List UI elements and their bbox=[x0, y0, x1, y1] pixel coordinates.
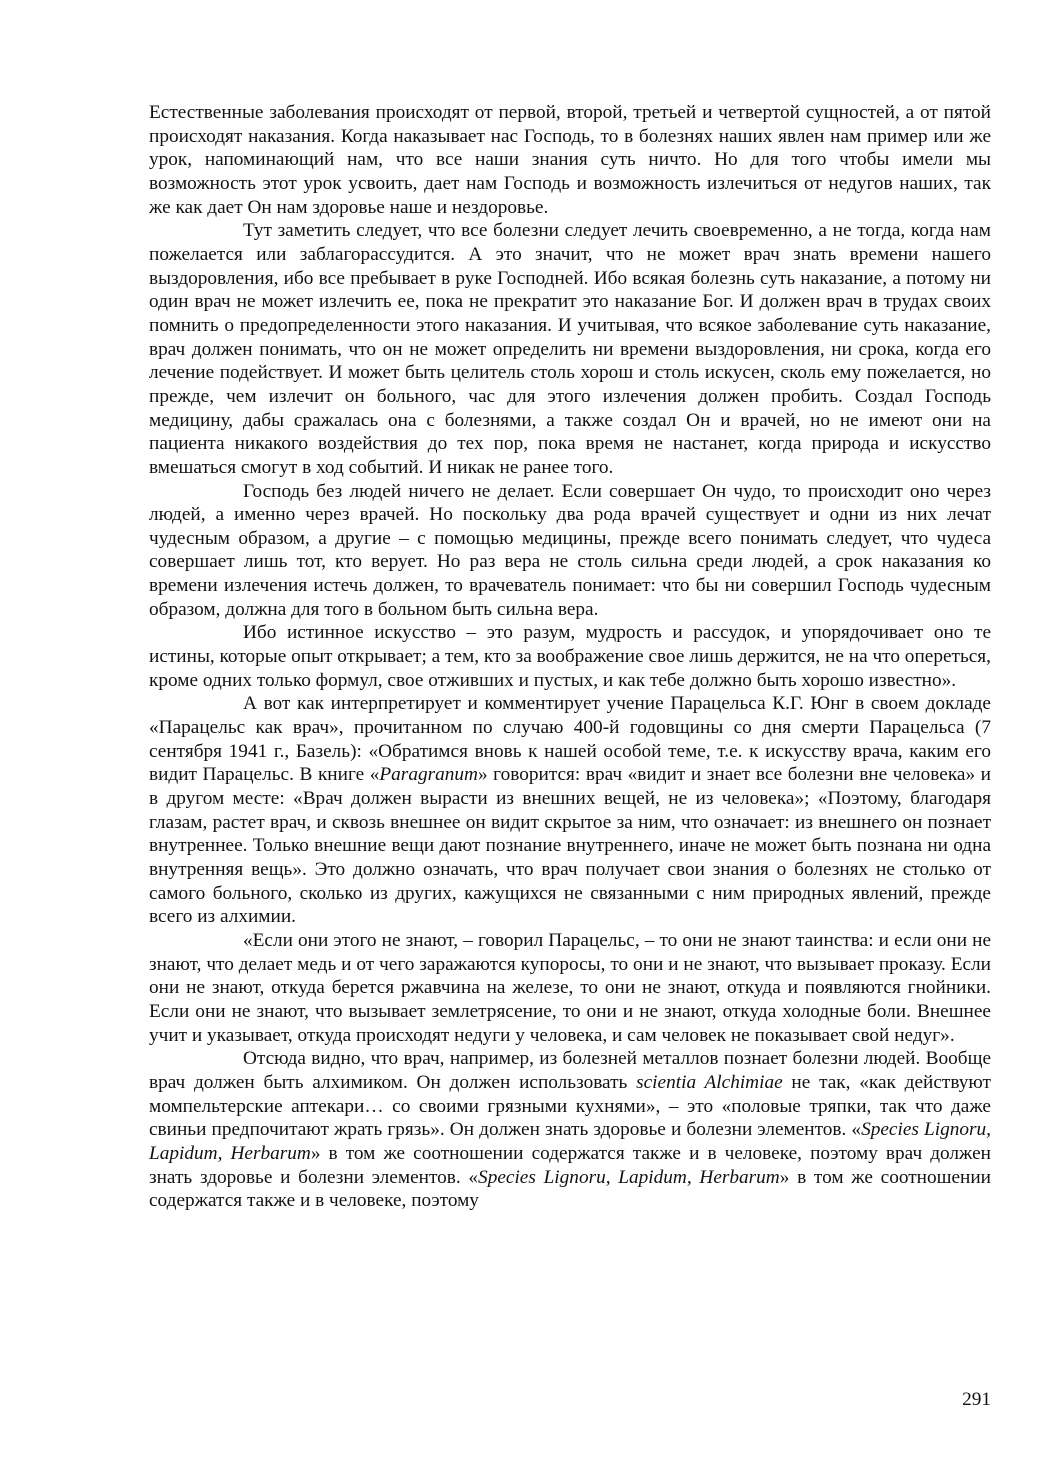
text-run: Господь без людей ничего не делает. Если совершает Он чудо, то происходит оно через людей, а именно через врачей. Но поскольку два рода врачей существует и одни из них лечат чудесным образом, а другие – с помощью медицины, прежде всего понимать следует, что чудеса совершает лишь тот, кто верует. Но раз вера не столь сильна среди людей, а срок наказания ко времени излечения истечь должен, то врачеватель понимает: что бы ни совершил Господь чудесным образом, должна для того в больном быть сильна вера. bbox=[149, 480, 991, 620]
italic-term: Species Lignoru, Lapidum, Herbarum bbox=[478, 1166, 780, 1188]
text-run: не так, «как действуют момпельтерские аптекари… со своими грязными кухнями», – это «половые тряпки, так что даже свиньи предпочитают жрать грязь». Он должен знать здоровье и болезни элементов. « bbox=[149, 1071, 991, 1141]
italic-term: scientia Alchimiae bbox=[636, 1071, 783, 1093]
body-text bbox=[149, 101, 991, 1213]
italic-term: Paragranum bbox=[379, 764, 478, 786]
paragraph bbox=[149, 621, 991, 692]
text-run: А вот как интерпретирует и комментирует учение Парацельса К.Г. Юнг в своем докладе «Парацельс как врач», прочитанном по случаю 400-й годовщины со дня смерти Парацельса (7 сентября 1941 г., Базель): «Обратимся вновь к нашей особой теме, т.е. к искусству врача, каким его видит Парацельс. В книге « bbox=[149, 693, 991, 786]
text-run: » говорится: врач «видит и знает все болезни вне человека» и в другом месте: «Врач должен вырасти из внешних вещей, не из человека»; «Поэтому, благодаря глазам, растет врач, и сквозь внешнее он видит скрытое за ним, что означает: из внешнего он познает внутреннее. Только внешние вещи дают познание внутреннего, иначе не может быть познана ни одна внутренняя вещь». Это должно означать, что врач получает свои знания о болезнях не столько от самого больного, сколько из других, кажущихся не связанными с ним природных явлений, прежде всего из алхимии. bbox=[149, 764, 992, 928]
paragraph bbox=[149, 1047, 991, 1213]
text-run: «Если они этого не знают, – говорил Парацельс, – то они не знают таинства: и если они не знают, что делает медь и от чего заражаются купоросы, то они и не знают, что вызывает проказу. Если они не знают, откуда берется ржавчина на железе, то они не знают, откуда и появляются гнойники. Если они не знают, что вызывает землетрясение, то они и не знают, откуда холодные боли. Внешнее учит и указывает, откуда происходят недуги у человека, и сам человек не показывает свой недуг». bbox=[149, 929, 991, 1046]
paragraph bbox=[149, 480, 991, 622]
page-number: 291 bbox=[962, 1389, 991, 1410]
text-run: Тут заметить следует, что все болезни следует лечить своевременно, а не тогда, когда нам пожелается или заблагорассудится. А это значит, что не может врач знать времени нашего выздоровления, ибо все пребывает в руке Господней. Ибо всякая болезнь суть наказание, а потому ни один врач не может излечить ее, пока не прекратит это наказание Бог. И должен врач в трудах своих помнить о предопределенности этого наказания. И учитывая, что всякое заболевание суть наказание, врач должен понимать, что он не может определить ни времени выздоровления, ни срока, когда его лечение подействует. И может быть целитель столь хорош и столь искусен, сколь ему пожелается, но прежде, чем излечит он больного, час для этого излечения должен пробить. Создал Господь медицину, дабы сражалась она с болезнями, а также создал Он и врачей, но не имеют они на пациента никакого воздействия до тех пор, пока время не настанет, когда природа и искусство вмешаться смогут в ход событий. И никак не ранее того. bbox=[149, 220, 991, 478]
text-run: » в том же соотношении содержатся также и в человеке, поэтому врач должен знать здоровье и болезни элементов. « bbox=[149, 1142, 991, 1188]
text-run: Естественные заболевания происходят от первой, второй, третьей и четвертой сущностей, а от пятой происходят наказания. Когда наказывает нас Господь, то в болезнях наших явлен нам пример или же урок, напоминающий нам, что все наши знания суть ничто. Но для того чтобы имели мы возможность этот урок усвоить, дает нам Господь и возможность излечиться от недугов наших, так же как дает Он нам здоровье наше и нездоровье. bbox=[149, 102, 991, 218]
paragraph bbox=[149, 219, 991, 479]
text-run: Ибо истинное искусство – это разум, мудрость и рассудок, и упорядочивает оно те истины, которые опыт открывает; а тем, кто за воображение свое лишь держится, не на что опереться, кроме одних только формул, свое отживших и пустых, и как тебе должно быть хорошо известно». bbox=[149, 622, 991, 691]
italic-term: Species Lignoru, Lapidum, Herbarum bbox=[149, 1119, 991, 1164]
paragraph bbox=[149, 692, 991, 929]
text-run: Отсюда видно, что врач, например, из болезней металлов познает болезни людей. Вообще врач должен быть алхимиком. Он должен использовать bbox=[149, 1048, 991, 1093]
paragraph bbox=[149, 101, 991, 219]
text-run: » в том же соотношении содержатся также и в человеке, поэтому bbox=[149, 1166, 991, 1212]
paragraph bbox=[149, 929, 991, 1047]
